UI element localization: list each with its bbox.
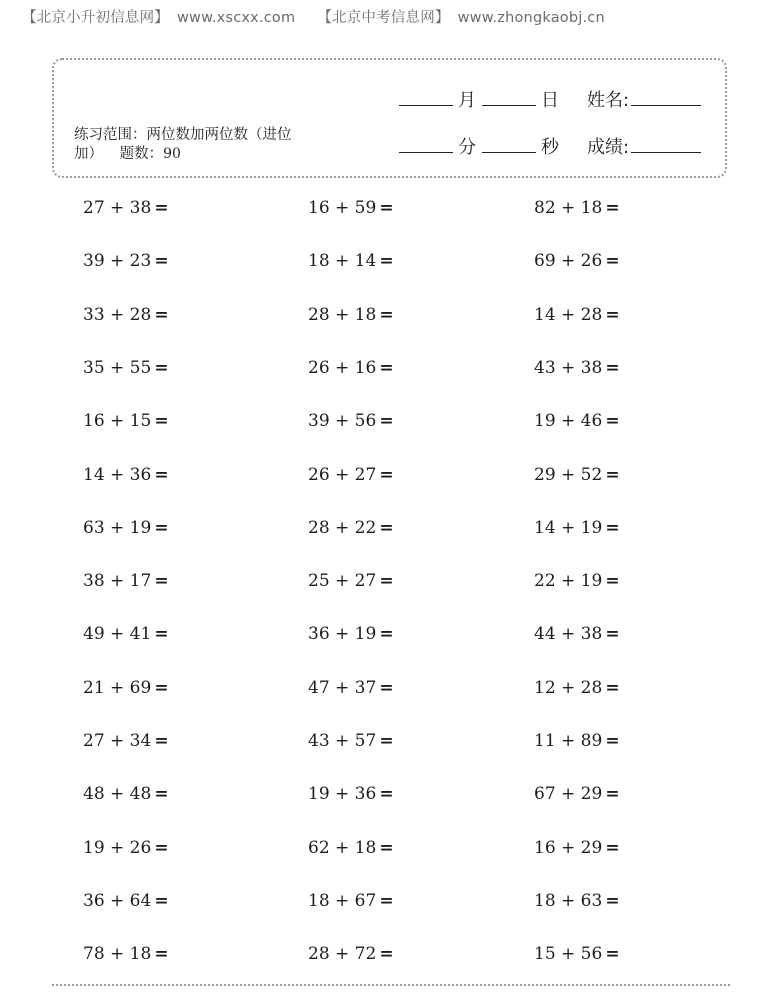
equals-sign: = (379, 198, 394, 218)
count-value: 90 (163, 146, 181, 162)
problem-item (534, 571, 620, 591)
problem-item (534, 944, 620, 964)
equals-sign: = (379, 624, 394, 645)
problem-item (308, 784, 394, 804)
count-label: 题数： (119, 146, 164, 162)
equals-sign: = (605, 944, 620, 965)
problem-item (308, 411, 394, 431)
problem-item (308, 891, 394, 911)
equals-sign: = (154, 677, 169, 698)
problem-item (534, 305, 620, 325)
equals-sign: = (379, 677, 394, 698)
problem-item (534, 198, 620, 218)
problem-expression: 18 + 67 (308, 890, 377, 911)
problem-item (308, 678, 394, 698)
problem-item (308, 198, 394, 218)
problem-item (534, 678, 620, 698)
problem-expression: 78 + 18 (83, 944, 152, 965)
equals-sign: = (154, 571, 169, 592)
problem-expression: 28 + 22 (308, 517, 377, 538)
equals-sign: = (379, 784, 394, 805)
equals-sign: = (379, 411, 394, 432)
problem-expression: 44 + 38 (534, 624, 603, 645)
problem-expression: 29 + 52 (534, 464, 603, 485)
equals-sign: = (605, 357, 620, 378)
problem-expression: 25 + 27 (308, 571, 377, 592)
equals-sign: = (379, 731, 394, 751)
problem-item (83, 624, 169, 644)
problem-item (534, 465, 620, 485)
problem-expression: 21 + 69 (83, 677, 152, 698)
equals-sign: = (605, 304, 620, 325)
problem-expression: 18 + 63 (534, 890, 603, 911)
equals-sign: = (379, 517, 394, 538)
equals-sign: = (154, 464, 169, 485)
equals-sign: = (605, 731, 620, 751)
equals-sign: = (605, 624, 620, 645)
problem-expression: 19 + 26 (83, 837, 152, 858)
problem-item (83, 198, 169, 218)
equals-sign: = (379, 357, 394, 378)
problem-expression: 14 + 28 (534, 304, 603, 325)
site-label-zhongkao: 【北京中考信息网】 (317, 10, 450, 26)
problem-expression: 11 + 89 (534, 731, 603, 751)
problem-expression: 62 + 18 (308, 837, 377, 858)
problem-expression: 18 + 14 (308, 251, 377, 272)
footer-divider (52, 984, 730, 986)
problem-expression: 19 + 46 (534, 411, 603, 432)
site-url-zhongkao[interactable]: www.zhongkaobj.cn (457, 10, 605, 26)
problem-expression: 26 + 16 (308, 357, 377, 378)
problem-item (534, 784, 620, 804)
problem-expression: 69 + 26 (534, 251, 603, 272)
problem-expression: 48 + 48 (83, 784, 152, 805)
equals-sign: = (379, 890, 394, 911)
equals-sign: = (605, 837, 620, 858)
problem-expression: 33 + 28 (83, 304, 152, 325)
equals-sign: = (605, 198, 620, 218)
equals-sign: = (379, 571, 394, 592)
problem-expression: 39 + 56 (308, 411, 377, 432)
problem-item (83, 465, 169, 485)
equals-sign: = (379, 944, 394, 965)
problem-item (308, 518, 394, 538)
problem-expression: 67 + 29 (534, 784, 603, 805)
minute-label: 分 (458, 137, 476, 158)
problem-expression: 14 + 36 (83, 464, 152, 485)
problem-expression: 26 + 27 (308, 464, 377, 485)
problem-expression: 43 + 38 (534, 357, 603, 378)
problem-item (308, 251, 394, 271)
problem-expression: 47 + 37 (308, 677, 377, 698)
problem-item (534, 251, 620, 271)
problem-expression: 16 + 15 (83, 411, 152, 432)
problem-item (308, 305, 394, 325)
problem-expression: 49 + 41 (83, 624, 152, 645)
equals-sign: = (154, 890, 169, 911)
equals-sign: = (154, 251, 169, 272)
problem-item (534, 358, 620, 378)
score-label: 成绩: (587, 137, 630, 158)
equals-sign: = (154, 784, 169, 805)
problem-item (83, 944, 169, 964)
problem-expression: 28 + 72 (308, 944, 377, 965)
problem-expression: 39 + 23 (83, 251, 152, 272)
problem-item (83, 251, 169, 271)
equals-sign: = (154, 198, 169, 218)
month-label: 月 (458, 90, 476, 111)
problem-item (83, 731, 169, 751)
problem-item (83, 358, 169, 378)
equals-sign: = (605, 411, 620, 432)
equals-sign: = (154, 304, 169, 325)
problem-expression: 16 + 59 (308, 198, 377, 218)
problem-expression: 38 + 17 (83, 571, 152, 592)
equals-sign: = (379, 837, 394, 858)
day-label: 日 (541, 90, 559, 111)
problem-item (308, 571, 394, 591)
problem-expression: 36 + 64 (83, 890, 152, 911)
equals-sign: = (379, 304, 394, 325)
problem-item (83, 784, 169, 804)
problem-expression: 15 + 56 (534, 944, 603, 965)
problem-expression: 12 + 28 (534, 677, 603, 698)
problem-item (308, 465, 394, 485)
problem-item (308, 358, 394, 378)
equals-sign: = (154, 944, 169, 965)
equals-sign: = (605, 251, 620, 272)
equals-sign: = (154, 731, 169, 751)
problem-item (308, 944, 394, 964)
equals-sign: = (154, 624, 169, 645)
problem-expression: 27 + 38 (83, 198, 152, 218)
site-url-xscxx[interactable]: www.xscxx.com (177, 10, 296, 26)
problem-expression: 82 + 18 (534, 198, 603, 218)
problem-item (308, 838, 394, 858)
equals-sign: = (605, 784, 620, 805)
problem-expression: 35 + 55 (83, 357, 152, 378)
equals-sign: = (605, 571, 620, 592)
problem-item (534, 891, 620, 911)
problem-item (534, 624, 620, 644)
problem-expression: 36 + 19 (308, 624, 377, 645)
equals-sign: = (605, 464, 620, 485)
problem-item (83, 891, 169, 911)
problem-expression: 22 + 19 (534, 571, 603, 592)
name-label: 姓名: (587, 90, 630, 111)
problem-item (83, 838, 169, 858)
second-label: 秒 (541, 137, 559, 158)
equals-sign: = (154, 411, 169, 432)
problem-expression: 63 + 19 (83, 517, 152, 538)
problem-item (308, 731, 394, 751)
equals-sign: = (154, 837, 169, 858)
equals-sign: = (379, 251, 394, 272)
problem-expression: 16 + 29 (534, 837, 603, 858)
problem-item (534, 411, 620, 431)
problem-expression: 19 + 36 (308, 784, 377, 805)
problem-item (83, 411, 169, 431)
problem-item (83, 678, 169, 698)
problem-item (83, 518, 169, 538)
scope-label: 练习范围：两位数加两位数（进位加） (74, 127, 292, 162)
equals-sign: = (379, 464, 394, 485)
equals-sign: = (605, 677, 620, 698)
problem-expression: 27 + 34 (83, 731, 152, 751)
equals-sign: = (154, 517, 169, 538)
problem-item (534, 518, 620, 538)
problem-item (534, 838, 620, 858)
problem-item (534, 731, 620, 751)
site-label-xscxx: 【北京小升初信息网】 (22, 10, 169, 26)
equals-sign: = (154, 357, 169, 378)
problem-expression: 43 + 57 (308, 731, 377, 751)
problem-expression: 28 + 18 (308, 304, 377, 325)
problem-item (308, 624, 394, 644)
equals-sign: = (605, 890, 620, 911)
problem-item (83, 571, 169, 591)
problem-expression: 14 + 19 (534, 517, 603, 538)
problem-item (83, 305, 169, 325)
equals-sign: = (605, 517, 620, 538)
